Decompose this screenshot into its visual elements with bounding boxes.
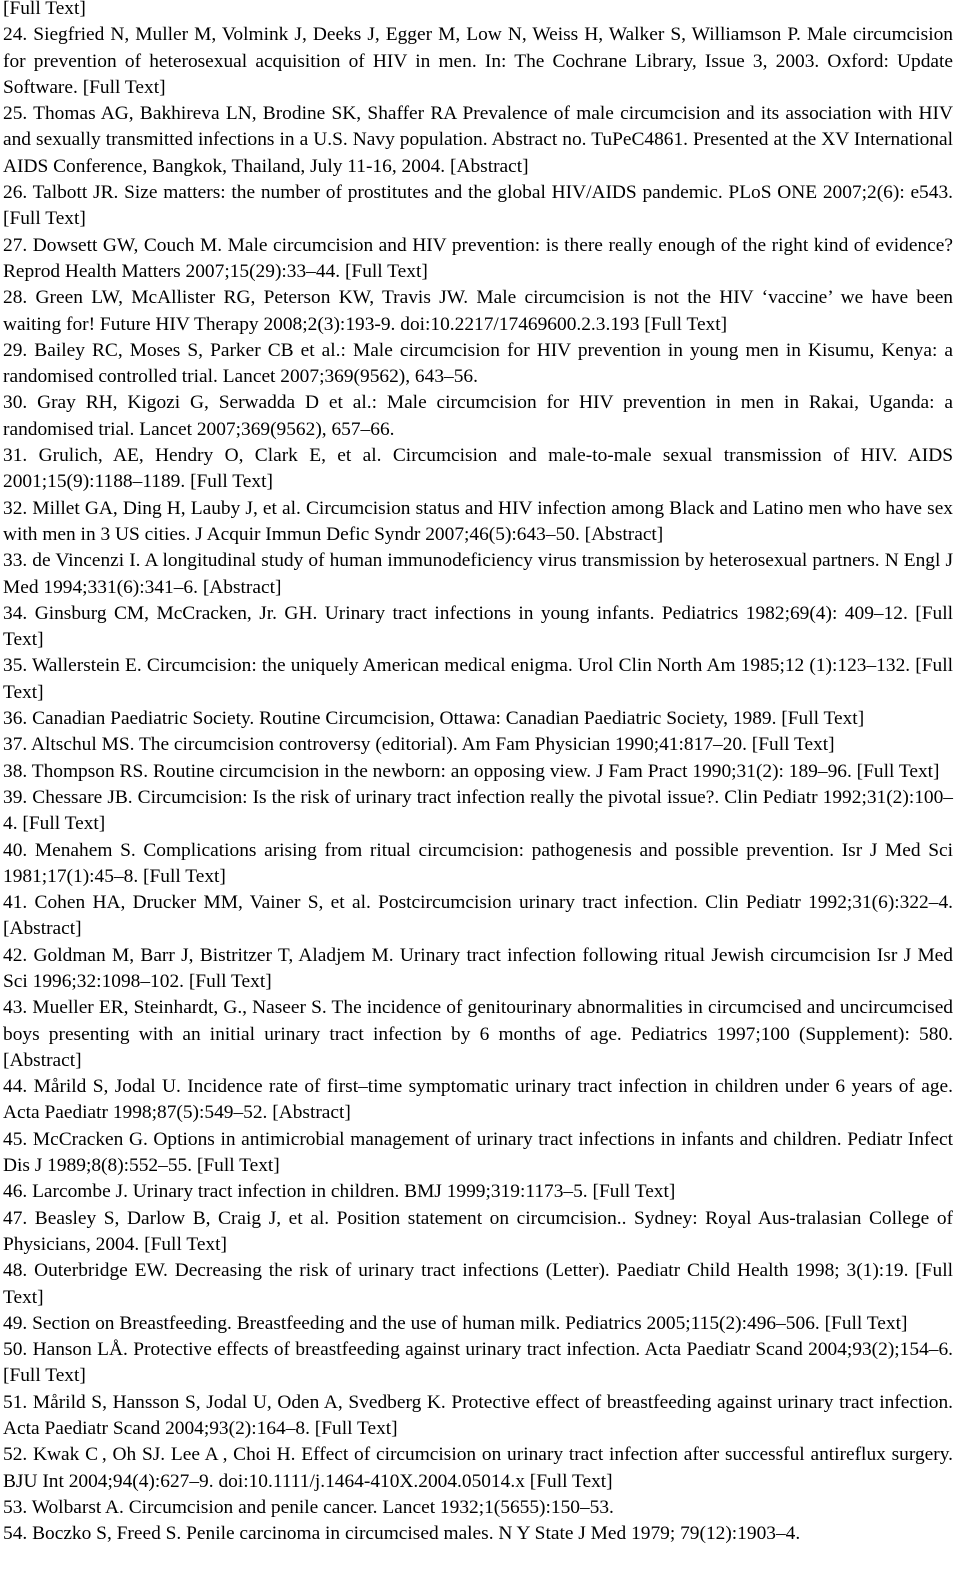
reference-item: 30. Gray RH, Kigozi G, Serwadda D et al.: Male circumcision for HIV prevention in men in Rakai, Uganda: a randomised trial. Lancet 2007;369(9562), 657–66. (3, 392, 953, 440)
reference-item: 49. Section on Breastfeeding. Breastfeeding and the use of human milk. Pediatrics 2005;115(2):496–506. [Full Text] (3, 1312, 908, 1334)
reference-item: 41. Cohen HA, Drucker MM, Vainer S, et al. Postcircumcision urinary tract infection. Clin Pediatr 1992;31(6):322–4. [Abstract] (3, 892, 953, 940)
reference-item: 43. Mueller ER, Steinhardt, G., Naseer S. The incidence of genitourinary abnormalities in circumcised and uncircumcised boys presenting with an initial urinary tract infection by 6 months of age. Pediatrics 1997;100 (Supplement): 580. [Abstract] (3, 997, 953, 1071)
reference-item: 35. Wallerstein E. Circumcision: the uniquely American medical enigma. Urol Clin North Am 1985;12 (1):123–132. [Full Text] (3, 655, 953, 703)
reference-item: [Full Text] (3, 0, 86, 19)
reference-item: 48. Outerbridge EW. Decreasing the risk of urinary tract infections (Letter). Paediatr Child Health 1998; 3(1):19. [Full Text] (3, 1260, 953, 1308)
reference-item: 54. Boczko S, Freed S. Penile carcinoma in circumcised males. N Y State J Med 1979; 79(12):1903–4. (3, 1523, 801, 1545)
reference-item: 38. Thompson RS. Routine circumcision in the newborn: an opposing view. J Fam Pract 1990;31(2): 189–96. [Full Text] (3, 760, 940, 782)
reference-item: 25. Thomas AG, Bakhireva LN, Brodine SK, Shaffer RA Prevalence of male circumcision and its association with HIV and sexually transmitted infections in a U.S. Navy population. Abstract no. TuPeC4861. Presented at the XV International AIDS Conference, Bangkok, Thailand, July 11-16, 2004. [Abstract] (3, 103, 953, 177)
reference-item: 32. Millet GA, Ding H, Lauby J, et al. Circumcision status and HIV infection among Black and Latino men who have sex with men in 3 US cities. J Acquir Immun Defic Syndr 2007;46(5):643–50. [Abstract] (3, 497, 953, 545)
reference-item: 44. Mårild S, Jodal U. Incidence rate of first–time symptomatic urinary tract infection in children under 6 years of age. Acta Paediatr 1998;87(5):549–52. [Abstract] (3, 1076, 953, 1124)
reference-item: 27. Dowsett GW, Couch M. Male circumcision and HIV prevention: is there really enough of the right kind of evidence? Reprod Health Matters 2007;15(29):33–44. [Full Text] (3, 234, 953, 282)
reference-item: 45. McCracken G. Options in antimicrobial management of urinary tract infections in infants and children. Pediatr Infect Dis J 1989;8(8):552–55. [Full Text] (3, 1128, 953, 1177)
reference-item: 36. Canadian Paediatric Society. Routine Circumcision, Ottawa: Canadian Paediatric Society, 1989. [Full Text] (3, 708, 865, 730)
reference-item: 42. Goldman M, Barr J, Bistritzer T, Aladjem M. Urinary tract infection following ritual Jewish circumcision Isr J Med Sci 1996;32:1098–102. [Full Text] (3, 944, 953, 992)
reference-item: 39. Chessare JB. Circumcision: Is the risk of urinary tract infection really the pivotal issue?. Clin Pediatr 1992;31(2):100–4. [Full Text] (3, 786, 953, 835)
reference-item: 37. Altschul MS. The circumcision controversy (editorial). Am Fam Physician 1990;41:817–20. [Full Text] (3, 734, 835, 756)
reference-item: 52. Kwak C , Oh SJ. Lee A , Choi H. Effect of circumcision on urinary tract infection after successful antireflux surgery. BJU Int 2004;94(4):627–9. doi:10.1111/j.1464-410X.2004.05014.x [Full Text] (3, 1444, 953, 1492)
reference-item: 26. Talbott JR. Size matters: the number of prostitutes and the global HIV/AIDS pandemic. PLoS ONE 2007;2(6): e543. [Full Text] (3, 182, 953, 230)
reference-item: 46. Larcombe J. Urinary tract infection in children. BMJ 1999;319:1173–5. [Full Text] (3, 1181, 676, 1203)
reference-item: 28. Green LW, McAllister RG, Peterson KW, Travis JW. Male circumcision is not the HIV ‘vaccine’ we have been waiting for! Future HIV Therapy 2008;2(3):193-9. doi:10.2217/17469600.2.3.193 [Full Text] (3, 287, 953, 335)
reference-item: 29. Bailey RC, Moses S, Parker CB et al.: Male circumcision for HIV prevention in young men in Kisumu, Kenya: a randomised controlled trial. Lancet 2007;369(9562), 643–56. (3, 339, 953, 388)
reference-item: 50. Hanson LÅ. Protective effects of breastfeeding against urinary tract infection. Acta Paediatr Scand 2004;93(2);154–6. [Full Text] (3, 1339, 953, 1387)
reference-item: 51. Mårild S, Hansson S, Jodal U, Oden A, Svedberg K. Protective effect of breastfeeding against urinary tract infection. Acta Paediatr Scand 2004;93(2):164–8. [Full Text] (3, 1391, 953, 1440)
reference-item: 53. Wolbarst A. Circumcision and penile cancer. Lancet 1932;1(5655):150–53. (3, 1496, 614, 1518)
reference-item: 31. Grulich, AE, Hendry O, Clark E, et al. Circumcision and male-to-male sexual transmission of HIV. AIDS 2001;15(9):1188–1189. [Full Text] (3, 445, 953, 493)
reference-item: 47. Beasley S, Darlow B, Craig J, et al. Position statement on circumcision.. Sydney: Royal Aus-tralasian College of Physicians, 2004. [Full Text] (3, 1207, 953, 1255)
reference-item: 34. Ginsburg CM, McCracken, Jr. GH. Urinary tract infections in young infants. Pediatrics 1982;69(4): 409–12. [Full Text] (3, 602, 953, 651)
reference-item: 24. Siegfried N, Muller M, Volmink J, Deeks J, Egger M, Low N, Weiss H, Walker S, Williamson P. Male circumcision for prevention of heterosexual acquisition of HIV in men. In: The Cochrane Library, Issue 3, 2003. Oxford: Update Software. [Full Text] (3, 24, 953, 98)
reference-item: 40. Menahem S. Complications arising from ritual circumcision: pathogenesis and possible prevention. Isr J Med Sci 1981;17(1):45–8. [Full Text] (3, 839, 953, 887)
reference-item: 33. de Vincenzi I. A longitudinal study of human immunodeficiency virus transmission by heterosexual partners. N Engl J Med 1994;331(6):341–6. [Abstract] (3, 550, 953, 598)
